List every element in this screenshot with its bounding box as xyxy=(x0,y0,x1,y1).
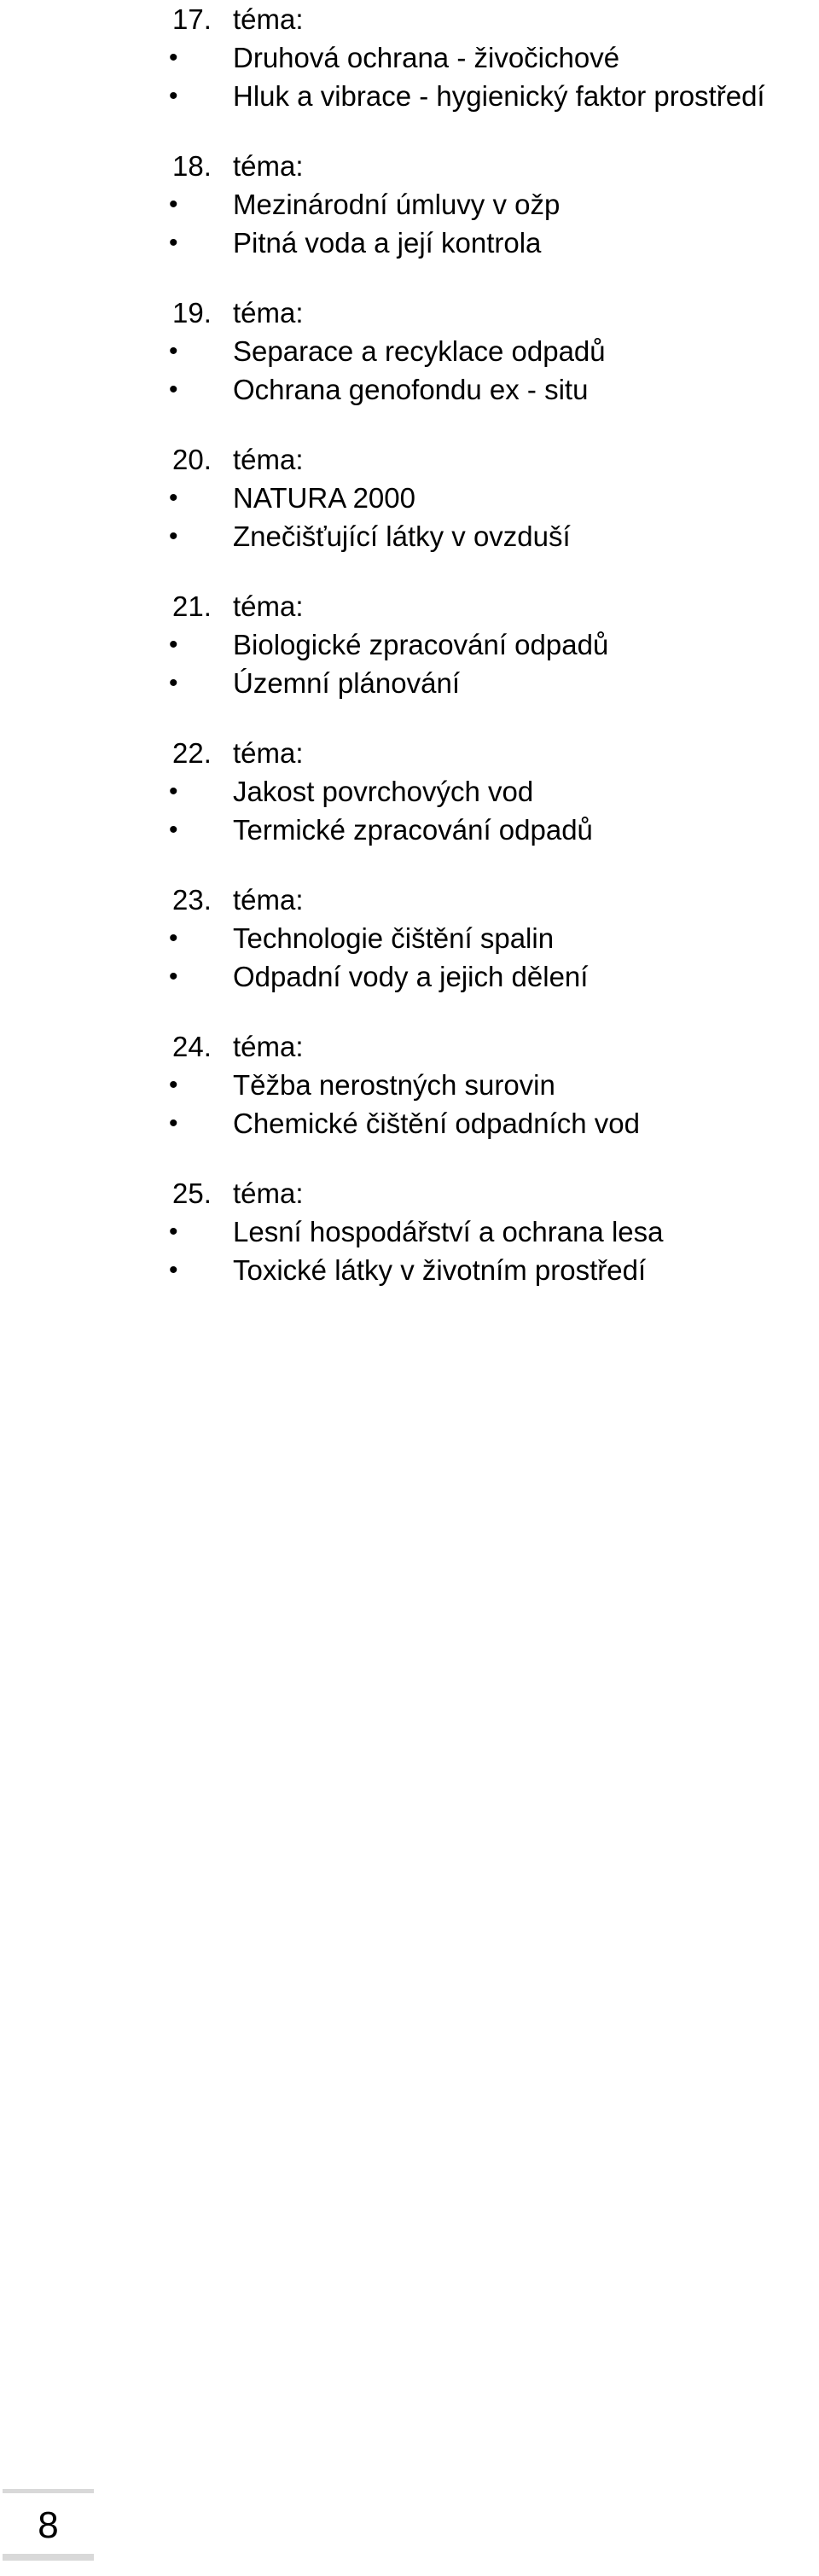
topic-label: téma: xyxy=(233,3,304,35)
topic-label: téma: xyxy=(233,1031,304,1062)
bullet-icon: • xyxy=(169,229,178,257)
topic-label: téma: xyxy=(233,737,304,769)
list-item-text: Pitná voda a její kontrola xyxy=(233,227,542,259)
bullet-icon: • xyxy=(169,777,178,805)
footer-divider-bottom xyxy=(3,2554,94,2561)
topic-number: 24. xyxy=(172,1031,212,1062)
bullet-icon: • xyxy=(169,1256,178,1284)
bullet-icon: • xyxy=(169,1071,178,1099)
footer-divider-top xyxy=(3,2489,94,2493)
list-item-text: Termické zpracování odpadů xyxy=(233,814,593,846)
topic-number: 22. xyxy=(172,737,212,769)
list-item-text: Chemické čištění odpadních vod xyxy=(233,1108,640,1139)
bullet-icon: • xyxy=(169,816,178,844)
list-item-text: Hluk a vibrace - hygienický faktor prostředí xyxy=(233,80,765,112)
topic-label: téma: xyxy=(233,444,304,475)
list-item-text: Biologické zpracování odpadů xyxy=(233,629,609,660)
topic-number: 18. xyxy=(172,150,212,182)
bullet-icon: • xyxy=(169,44,178,72)
bullet-icon: • xyxy=(169,375,178,404)
topic-label: téma: xyxy=(233,150,304,182)
list-item-text: Separace a recyklace odpadů xyxy=(233,335,606,367)
bullet-icon: • xyxy=(169,1218,178,1246)
topic-number: 19. xyxy=(172,297,212,329)
list-item-text: Odpadní vody a jejich dělení xyxy=(233,961,589,992)
list-item-text: Technologie čištění spalin xyxy=(233,922,555,954)
topic-number: 17. xyxy=(172,3,212,35)
bullet-icon: • xyxy=(169,522,178,550)
topic-number: 20. xyxy=(172,444,212,475)
topic-number: 23. xyxy=(172,884,212,916)
list-item-text: Druhová ochrana - živočichové xyxy=(233,42,620,73)
bullet-icon: • xyxy=(169,337,178,365)
bullet-icon: • xyxy=(169,924,178,952)
list-item-text: Ochrana genofondu ex - situ xyxy=(233,374,589,405)
bullet-icon: • xyxy=(169,82,178,110)
topic-number: 25. xyxy=(172,1178,212,1209)
bullet-icon: • xyxy=(169,484,178,512)
list-item-text: Znečišťující látky v ovzduší xyxy=(233,520,571,552)
bullet-icon: • xyxy=(169,631,178,659)
list-item-text: Územní plánování xyxy=(233,667,460,699)
topic-label: téma: xyxy=(233,1178,304,1209)
bullet-icon: • xyxy=(169,962,178,991)
bullet-icon: • xyxy=(169,669,178,697)
list-item-text: NATURA 2000 xyxy=(233,482,415,514)
topic-number: 21. xyxy=(172,590,212,622)
topic-label: téma: xyxy=(233,297,304,329)
page-number: 8 xyxy=(38,2504,59,2546)
topic-label: téma: xyxy=(233,590,304,622)
topic-label: téma: xyxy=(233,884,304,916)
list-item-text: Mezinárodní úmluvy v ožp xyxy=(233,189,561,220)
bullet-icon: • xyxy=(169,1109,178,1137)
list-item-text: Lesní hospodářství a ochrana lesa xyxy=(233,1216,664,1247)
list-item-text: Jakost povrchových vod xyxy=(233,776,534,807)
list-item-text: Toxické látky v životním prostředí xyxy=(233,1254,647,1286)
list-item-text: Těžba nerostných surovin xyxy=(233,1069,555,1101)
bullet-icon: • xyxy=(169,190,178,218)
